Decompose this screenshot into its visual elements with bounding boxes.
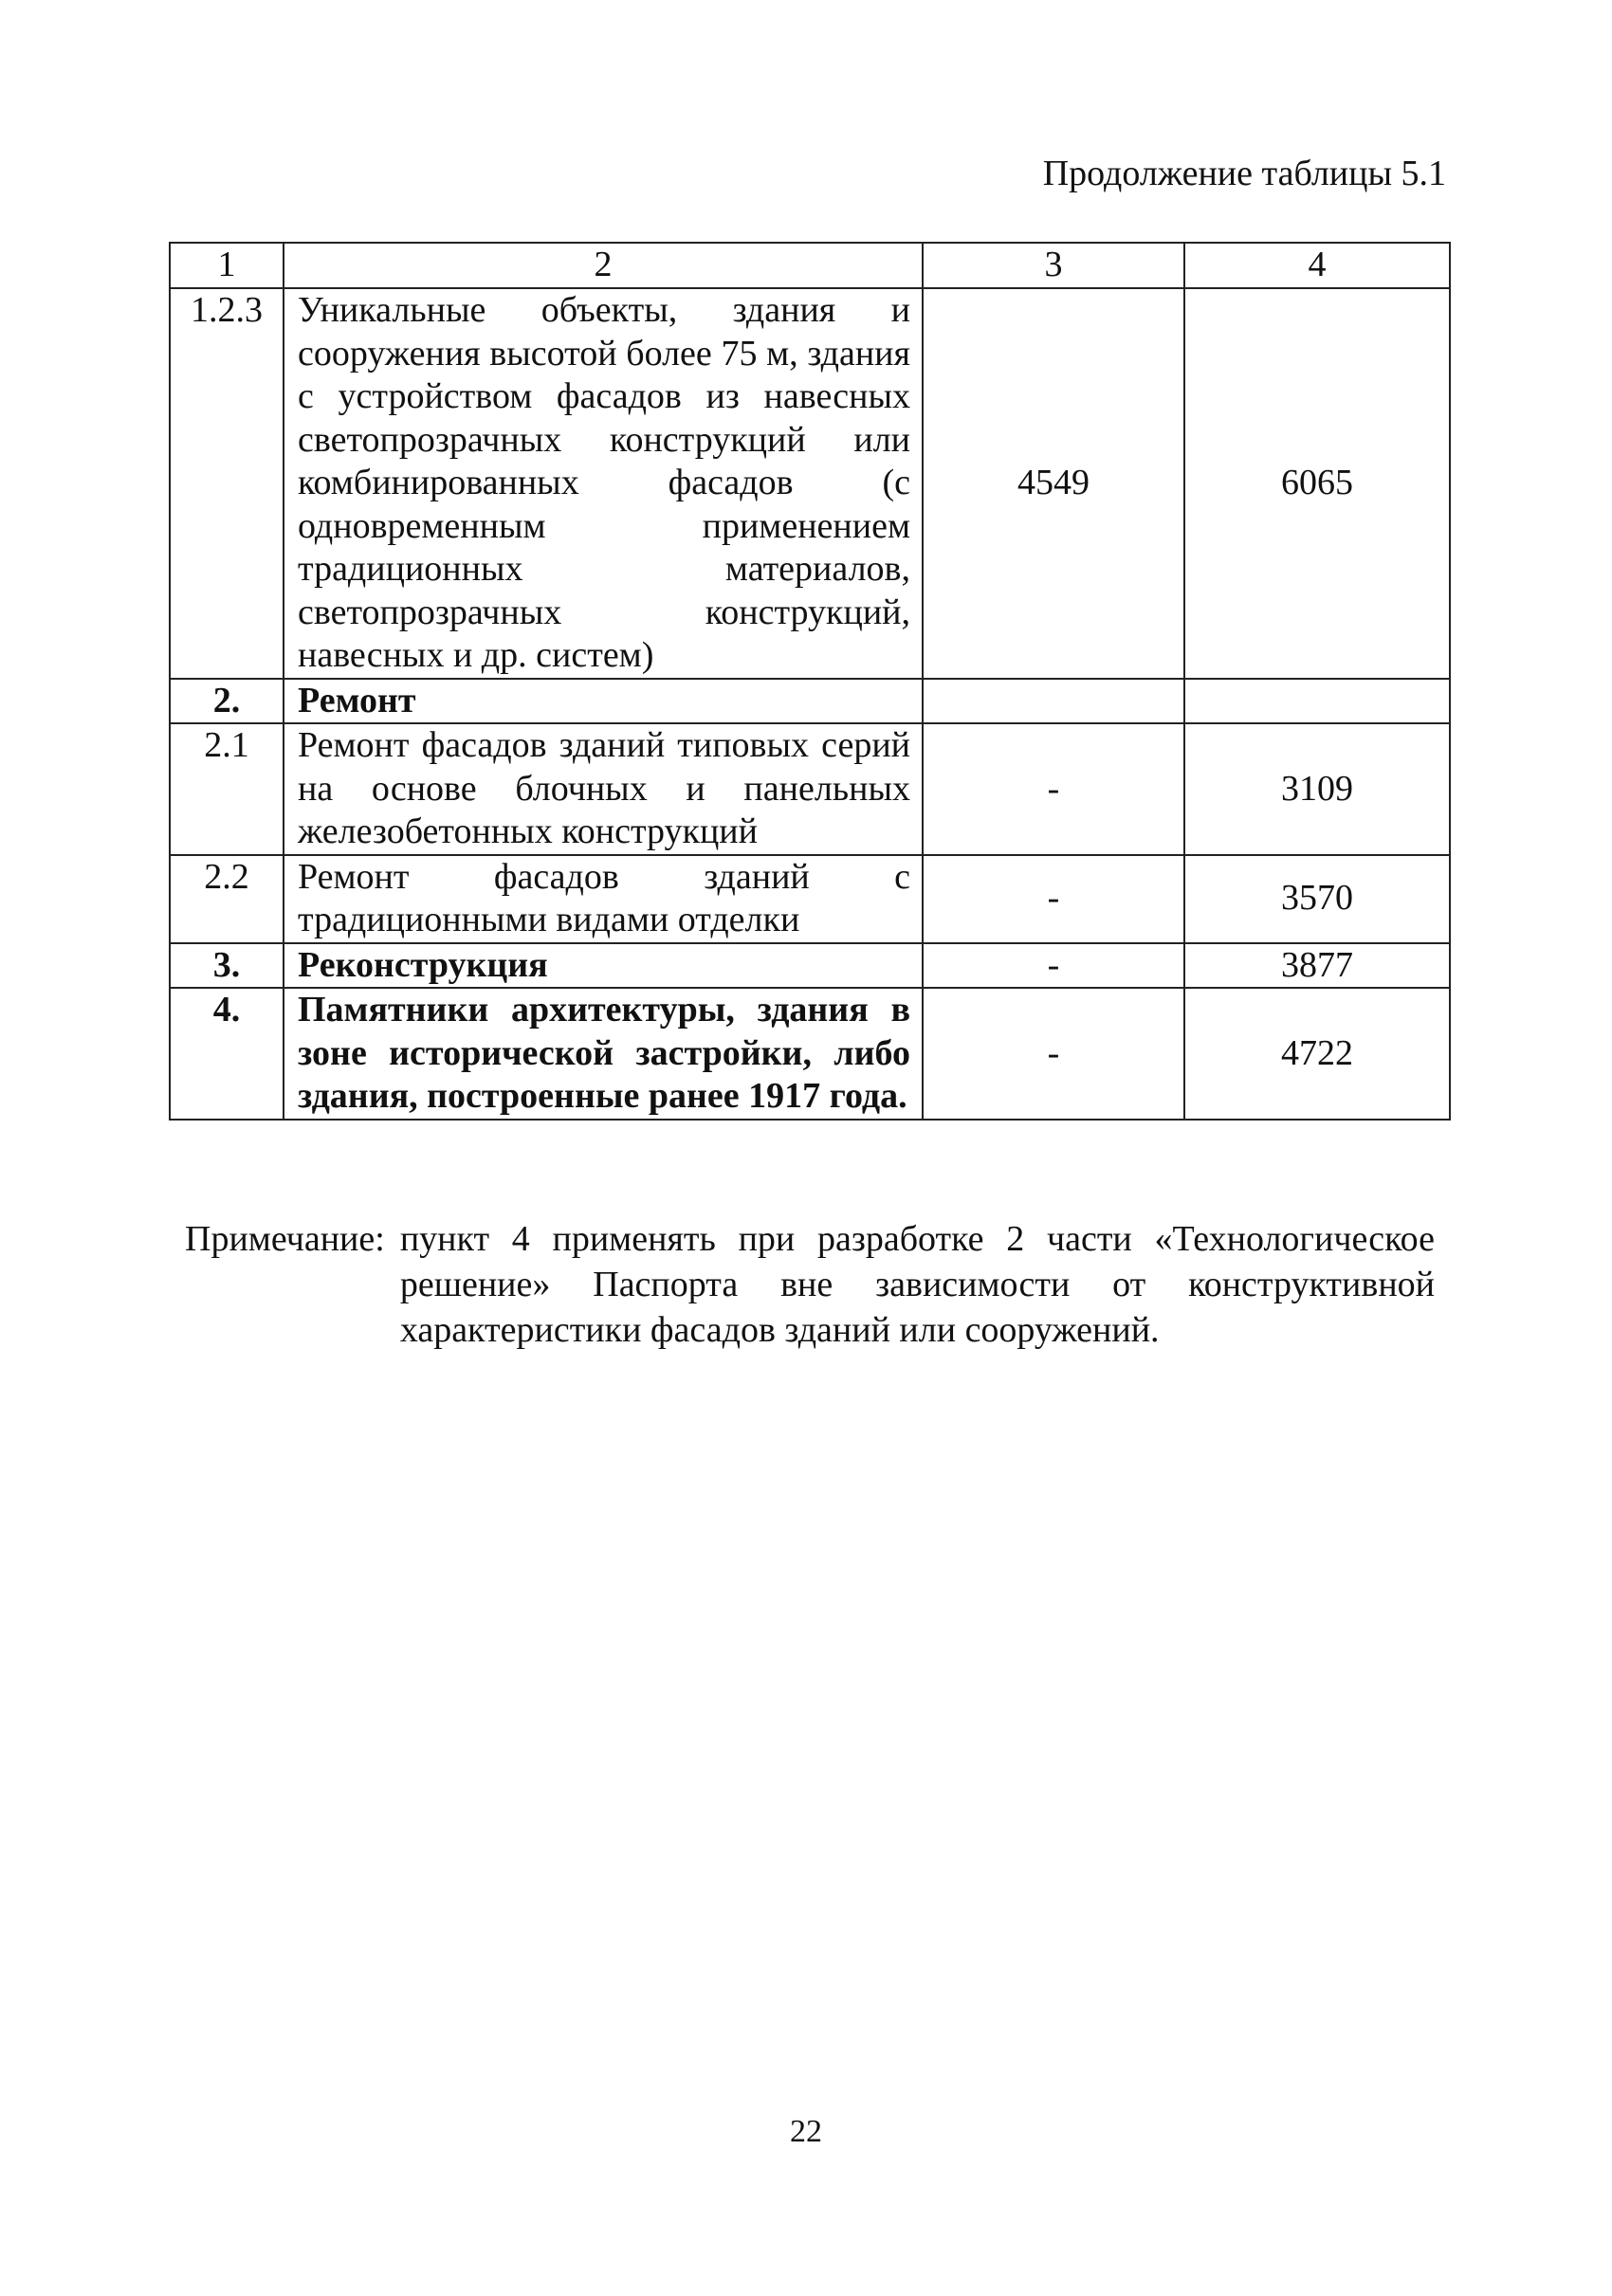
row-number: 3. (170, 943, 284, 989)
row-number: 2.1 (170, 723, 284, 855)
header-cell-1: 1 (170, 243, 284, 288)
row-col3-value: - (923, 943, 1184, 989)
row-col3-value: - (923, 988, 1184, 1120)
row-col3-value: - (923, 723, 1184, 855)
data-table (169, 242, 1451, 1121)
row-col4-value: 3570 (1184, 855, 1450, 943)
table-row (170, 288, 1450, 679)
row-description: Реконструкция (284, 943, 923, 989)
row-col3-value (923, 679, 1184, 724)
header-cell-4: 4 (1184, 243, 1450, 288)
row-description: Ремонт фасадов зданий с традиционными видами отделки (284, 855, 923, 943)
row-col4-value (1184, 679, 1450, 724)
row-description: Ремонт (284, 679, 923, 724)
row-description: Памятники архитектуры, здания в зоне исторической застройки, либо здания, построенные ранее 1917 года. (284, 988, 923, 1120)
note (185, 1216, 1435, 1353)
header-cell-2: 2 (284, 243, 923, 288)
page-number: 22 (790, 2114, 822, 2149)
row-number: 4. (170, 988, 284, 1120)
table-row (170, 988, 1450, 1120)
row-col4-value: 3877 (1184, 943, 1450, 989)
row-col3-value: - (923, 855, 1184, 943)
row-number: 2. (170, 679, 284, 724)
row-description: Уникальные объекты, здания и сооружения высотой более 75 м, здания с устройством фасадов из навесных светопрозрачных конструкций или комбинированных фасадов (с одновременным применением традиционных материалов, светопрозрачных конструкций, навесных и др. систем) (284, 288, 923, 679)
table-caption: Продолжение таблицы 5.1 (1042, 154, 1446, 193)
header-cell-3: 3 (923, 243, 1184, 288)
table-row (170, 855, 1450, 943)
table-row (170, 679, 1450, 724)
row-description: Ремонт фасадов зданий типовых серий на основе блочных и панельных железобетонных конструкций (284, 723, 923, 855)
row-col3-value: 4549 (923, 288, 1184, 679)
row-number: 2.2 (170, 855, 284, 943)
note-label: Примечание: (185, 1219, 385, 1259)
row-number: 1.2.3 (170, 288, 284, 679)
note-text: пункт 4 применять при разработке 2 части «Технологическое решение» Паспорта вне зависимости от конструктивной характеристики фасадов зданий или сооружений. (399, 1219, 1435, 1350)
table-row (170, 943, 1450, 989)
row-col4-value: 4722 (1184, 988, 1450, 1120)
row-col4-value: 3109 (1184, 723, 1450, 855)
table-header-row (170, 243, 1450, 288)
row-col4-value: 6065 (1184, 288, 1450, 679)
table-row (170, 723, 1450, 855)
